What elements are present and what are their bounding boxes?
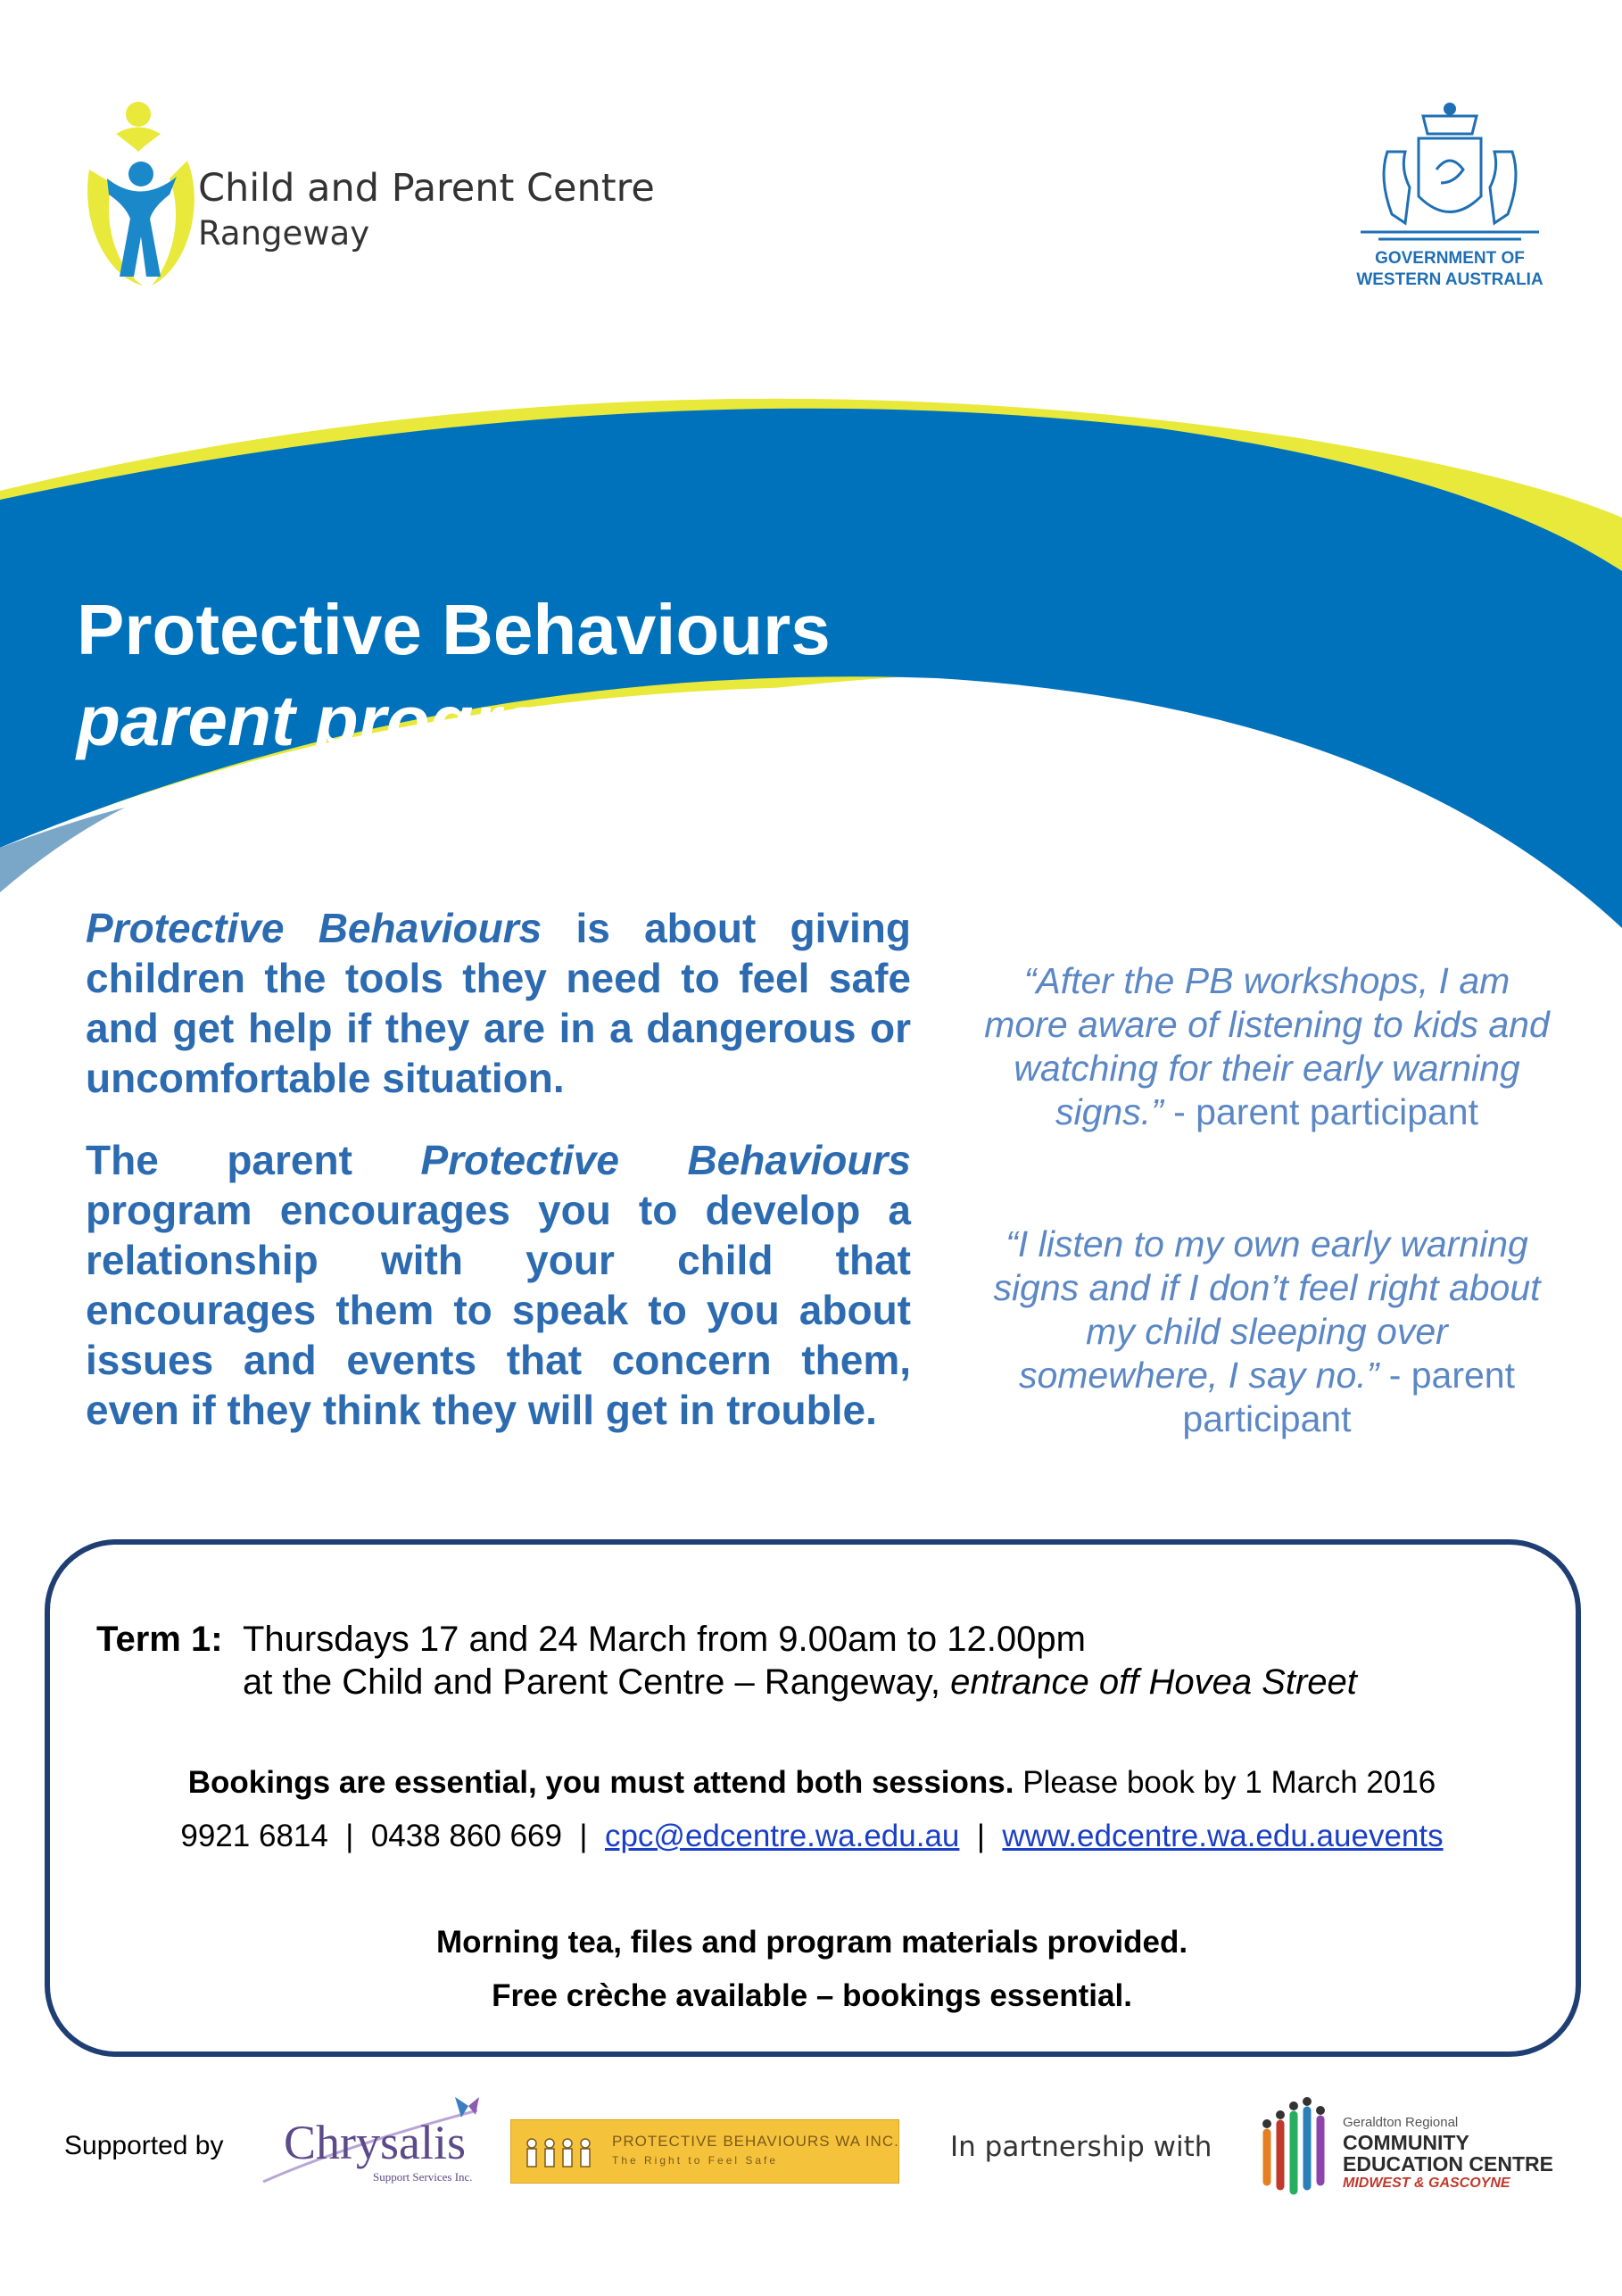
pbwa-tagline: The Right to Feel Safe — [612, 2154, 779, 2167]
intro-emphasis: Protective Behaviours — [420, 1137, 911, 1183]
separator: | — [976, 1819, 985, 1853]
session-location — [243, 1662, 1357, 1703]
gov-line-1: GOVERNMENT OF — [1375, 249, 1525, 268]
wa-government-crest-icon — [1352, 98, 1548, 250]
chrysalis-logo-text: Chrysalis — [284, 2116, 467, 2169]
intro-emphasis: Protective Behaviours — [86, 905, 542, 951]
provided-note: Morning tea, files and program materials provided. — [435, 1925, 1188, 1960]
book-by-date: Please book by 1 March 2016 — [1014, 1765, 1436, 1800]
separator: | — [345, 1819, 354, 1853]
community-figures-icon — [1258, 2097, 1338, 2195]
website-link[interactable]: www.edcentre.wa.edu.auevents — [1002, 1819, 1444, 1853]
pbwa-name: PROTECTIVE BEHAVIOURS WA INC. — [612, 2133, 899, 2150]
intro-text: is about giving children the tools they need to feel safe and get help if they are in a dangerous or uncomfortable situation. — [86, 905, 911, 1101]
cec-line-2: EDUCATION CENTRE — [1343, 2152, 1553, 2176]
quote-text: “I listen to my own early warning signs and if I don’t feel right about my child sleeping over somewhere, I say no.” — [993, 1223, 1541, 1396]
intro-paragraph-1 — [86, 903, 911, 1103]
bookings-essential: Bookings are essential, you must attend both sessions. — [187, 1765, 1014, 1800]
cec-region: Geraldton Regional — [1343, 2115, 1459, 2130]
phone-2: 0438 860 669 — [370, 1819, 562, 1853]
separator: | — [579, 1819, 588, 1853]
people-group-icon — [523, 2134, 603, 2170]
partnership-label: In partnership with — [950, 2131, 1212, 2163]
intro-text-start: The parent — [86, 1137, 421, 1183]
session-dates: Thursdays 17 and 24 March from 9.00am to 12.00pm — [243, 1620, 1086, 1659]
cec-line-1: COMMUNITY — [1343, 2131, 1469, 2154]
child-parent-centre-logo-icon — [71, 98, 205, 294]
supported-by-label: Supported by — [64, 2131, 224, 2160]
quote-text: “After the PB workshops, I am more aware of listening to kids and watching for their early warning signs.” — [984, 960, 1550, 1132]
testimonial-quote-1 — [981, 959, 1552, 1134]
term-label: Term 1: — [96, 1620, 223, 1659]
phone-1: 9921 6814 — [180, 1819, 328, 1853]
email-link[interactable]: cpc@edcentre.wa.edu.au — [604, 1819, 960, 1853]
gov-line-2: WESTERN AUSTRALIA — [1356, 270, 1543, 289]
creche-note: Free crèche available – bookings essential. — [492, 1978, 1132, 2013]
location-text: at the Child and Parent Centre – Rangeway, — [243, 1662, 951, 1702]
cpc-location: Rangeway — [198, 214, 370, 253]
chrysalis-sub-text: Support Services Inc. — [373, 2170, 473, 2184]
government-label — [1329, 248, 1570, 291]
quote-attribution: - parent participant — [1163, 1091, 1478, 1132]
page-title: Protective Behaviours — [77, 590, 831, 669]
contact-line — [54, 1819, 1570, 1854]
page-subtitle: parent program — [77, 681, 605, 760]
location-entrance: entrance off Hovea Street — [950, 1662, 1357, 1702]
cec-line-3: MIDWEST & GASCOYNE — [1343, 2176, 1510, 2191]
cpc-name: Child and Parent Centre — [198, 166, 655, 211]
quote-attribution: - parent participant — [1182, 1355, 1516, 1439]
testimonial-quote-2 — [981, 1223, 1552, 1441]
intro-paragraph-2 — [86, 1135, 911, 1435]
bookings-note — [54, 1765, 1570, 1801]
intro-text: program encourages you to develop a relationship with your child that encourages them to speak to you about issues and events that concern them, even if they think they will get in trouble. — [86, 1187, 911, 1433]
